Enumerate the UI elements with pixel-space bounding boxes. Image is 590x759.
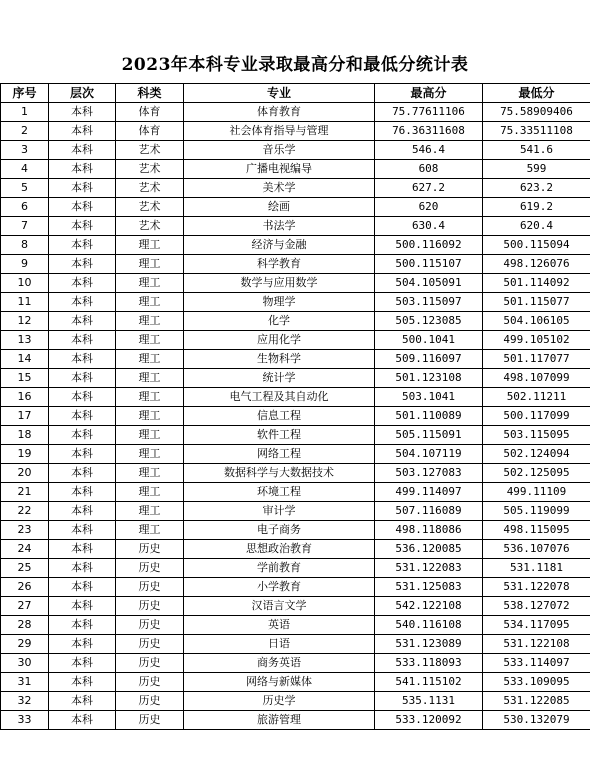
cell-min-score: 75.58909406	[483, 103, 590, 122]
cell-level: 本科	[49, 198, 116, 217]
cell-max-score: 608	[375, 160, 483, 179]
table-row	[1, 217, 590, 236]
cell-min-score: 620.4	[483, 217, 590, 236]
cell-category: 理工	[116, 255, 184, 274]
cell-min-score: 531.1181	[483, 559, 590, 578]
cell-max-score: 540.116108	[375, 616, 483, 635]
page-title: 2023年本科专业录取最高分和最低分统计表	[121, 55, 469, 75]
cell-category: 艺术	[116, 160, 184, 179]
cell-seq: 31	[1, 673, 49, 692]
cell-major: 环境工程	[184, 483, 375, 502]
cell-seq: 19	[1, 445, 49, 464]
cell-major: 审计学	[184, 502, 375, 521]
cell-major: 统计学	[184, 369, 375, 388]
cell-seq: 15	[1, 369, 49, 388]
cell-level: 本科	[49, 445, 116, 464]
table-row	[1, 635, 590, 654]
cell-level: 本科	[49, 103, 116, 122]
table-row	[1, 540, 590, 559]
cell-level: 本科	[49, 407, 116, 426]
cell-seq: 10	[1, 274, 49, 293]
cell-major: 音乐学	[184, 141, 375, 160]
cell-seq: 25	[1, 559, 49, 578]
cell-category: 艺术	[116, 198, 184, 217]
table-row	[1, 692, 590, 711]
score-table	[0, 83, 590, 730]
cell-max-score: 500.1041	[375, 331, 483, 350]
cell-level: 本科	[49, 559, 116, 578]
table-row	[1, 236, 590, 255]
cell-max-score: 503.115097	[375, 293, 483, 312]
cell-min-score: 75.33511108	[483, 122, 590, 141]
cell-seq: 30	[1, 654, 49, 673]
cell-major: 数据科学与大数据技术	[184, 464, 375, 483]
table-row	[1, 407, 590, 426]
cell-min-score: 534.117095	[483, 616, 590, 635]
header-major: 专业	[184, 84, 375, 103]
table-row	[1, 369, 590, 388]
cell-seq: 18	[1, 426, 49, 445]
cell-major: 生物科学	[184, 350, 375, 369]
cell-max-score: 503.1041	[375, 388, 483, 407]
cell-seq: 13	[1, 331, 49, 350]
cell-level: 本科	[49, 426, 116, 445]
cell-category: 艺术	[116, 141, 184, 160]
table-header-row	[1, 84, 590, 103]
cell-seq: 17	[1, 407, 49, 426]
cell-category: 理工	[116, 369, 184, 388]
cell-major: 物理学	[184, 293, 375, 312]
cell-level: 本科	[49, 711, 116, 730]
cell-min-score: 502.11211	[483, 388, 590, 407]
cell-major: 日语	[184, 635, 375, 654]
cell-seq: 11	[1, 293, 49, 312]
cell-level: 本科	[49, 179, 116, 198]
cell-level: 本科	[49, 122, 116, 141]
cell-seq: 12	[1, 312, 49, 331]
table-row	[1, 388, 590, 407]
cell-level: 本科	[49, 616, 116, 635]
table-row	[1, 616, 590, 635]
cell-max-score: 507.116089	[375, 502, 483, 521]
cell-max-score: 627.2	[375, 179, 483, 198]
table-row	[1, 331, 590, 350]
table-row	[1, 122, 590, 141]
cell-seq: 16	[1, 388, 49, 407]
cell-category: 历史	[116, 597, 184, 616]
table-row	[1, 293, 590, 312]
cell-level: 本科	[49, 350, 116, 369]
cell-category: 理工	[116, 236, 184, 255]
table-row	[1, 521, 590, 540]
cell-major: 英语	[184, 616, 375, 635]
cell-major: 绘画	[184, 198, 375, 217]
cell-category: 历史	[116, 654, 184, 673]
cell-max-score: 500.116092	[375, 236, 483, 255]
cell-seq: 5	[1, 179, 49, 198]
cell-category: 理工	[116, 274, 184, 293]
cell-seq: 24	[1, 540, 49, 559]
cell-category: 理工	[116, 312, 184, 331]
cell-seq: 4	[1, 160, 49, 179]
table-row	[1, 141, 590, 160]
cell-major: 学前教育	[184, 559, 375, 578]
cell-category: 理工	[116, 521, 184, 540]
cell-category: 历史	[116, 635, 184, 654]
cell-seq: 26	[1, 578, 49, 597]
cell-seq: 27	[1, 597, 49, 616]
cell-max-score: 503.127083	[375, 464, 483, 483]
cell-min-score: 502.124094	[483, 445, 590, 464]
cell-level: 本科	[49, 293, 116, 312]
cell-major: 网络工程	[184, 445, 375, 464]
table-row	[1, 502, 590, 521]
cell-max-score: 504.105091	[375, 274, 483, 293]
cell-level: 本科	[49, 274, 116, 293]
cell-category: 理工	[116, 388, 184, 407]
cell-major: 数学与应用数学	[184, 274, 375, 293]
cell-major: 信息工程	[184, 407, 375, 426]
cell-max-score: 498.118086	[375, 521, 483, 540]
table-row	[1, 160, 590, 179]
cell-min-score: 498.126076	[483, 255, 590, 274]
table-row	[1, 350, 590, 369]
cell-seq: 9	[1, 255, 49, 274]
cell-seq: 28	[1, 616, 49, 635]
cell-level: 本科	[49, 521, 116, 540]
cell-level: 本科	[49, 255, 116, 274]
table-row	[1, 103, 590, 122]
cell-major: 书法学	[184, 217, 375, 236]
cell-seq: 29	[1, 635, 49, 654]
cell-min-score: 531.122108	[483, 635, 590, 654]
cell-major: 化学	[184, 312, 375, 331]
cell-major: 社会体育指导与管理	[184, 122, 375, 141]
cell-min-score: 501.117077	[483, 350, 590, 369]
cell-level: 本科	[49, 502, 116, 521]
cell-level: 本科	[49, 692, 116, 711]
cell-major: 广播电视编导	[184, 160, 375, 179]
cell-level: 本科	[49, 217, 116, 236]
cell-major: 小学教育	[184, 578, 375, 597]
cell-max-score: 75.77611106	[375, 103, 483, 122]
cell-category: 理工	[116, 483, 184, 502]
table-row	[1, 483, 590, 502]
cell-min-score: 503.115095	[483, 426, 590, 445]
cell-min-score: 501.114092	[483, 274, 590, 293]
cell-min-score: 500.117099	[483, 407, 590, 426]
cell-category: 历史	[116, 540, 184, 559]
header-category: 科类	[116, 84, 184, 103]
cell-seq: 23	[1, 521, 49, 540]
cell-major: 思想政治教育	[184, 540, 375, 559]
cell-category: 理工	[116, 426, 184, 445]
cell-major: 经济与金融	[184, 236, 375, 255]
cell-min-score: 499.11109	[483, 483, 590, 502]
cell-max-score: 531.125083	[375, 578, 483, 597]
cell-max-score: 499.114097	[375, 483, 483, 502]
cell-min-score: 623.2	[483, 179, 590, 198]
cell-min-score: 531.122085	[483, 692, 590, 711]
table-row	[1, 673, 590, 692]
cell-level: 本科	[49, 654, 116, 673]
cell-category: 理工	[116, 502, 184, 521]
cell-major: 软件工程	[184, 426, 375, 445]
cell-max-score: 505.123085	[375, 312, 483, 331]
cell-category: 历史	[116, 616, 184, 635]
table-row	[1, 426, 590, 445]
header-min-score: 最低分	[483, 84, 590, 103]
table-row	[1, 255, 590, 274]
table-row	[1, 274, 590, 293]
cell-category: 历史	[116, 673, 184, 692]
cell-seq: 7	[1, 217, 49, 236]
cell-category: 体育	[116, 122, 184, 141]
cell-level: 本科	[49, 388, 116, 407]
cell-category: 历史	[116, 692, 184, 711]
cell-level: 本科	[49, 369, 116, 388]
table-row	[1, 445, 590, 464]
cell-max-score: 536.120085	[375, 540, 483, 559]
cell-min-score: 505.119099	[483, 502, 590, 521]
cell-seq: 2	[1, 122, 49, 141]
cell-level: 本科	[49, 597, 116, 616]
cell-seq: 1	[1, 103, 49, 122]
cell-max-score: 620	[375, 198, 483, 217]
table-row	[1, 312, 590, 331]
cell-seq: 33	[1, 711, 49, 730]
cell-level: 本科	[49, 141, 116, 160]
cell-category: 理工	[116, 445, 184, 464]
table-row	[1, 464, 590, 483]
cell-major: 体育教育	[184, 103, 375, 122]
cell-seq: 14	[1, 350, 49, 369]
cell-category: 历史	[116, 711, 184, 730]
cell-min-score: 500.115094	[483, 236, 590, 255]
cell-min-score: 536.107076	[483, 540, 590, 559]
cell-max-score: 501.110089	[375, 407, 483, 426]
cell-max-score: 542.122108	[375, 597, 483, 616]
cell-max-score: 533.118093	[375, 654, 483, 673]
cell-seq: 22	[1, 502, 49, 521]
cell-max-score: 546.4	[375, 141, 483, 160]
cell-level: 本科	[49, 312, 116, 331]
cell-major: 汉语言文学	[184, 597, 375, 616]
cell-min-score: 619.2	[483, 198, 590, 217]
cell-category: 理工	[116, 293, 184, 312]
header-seq: 序号	[1, 84, 49, 103]
cell-seq: 3	[1, 141, 49, 160]
cell-min-score: 599	[483, 160, 590, 179]
cell-max-score: 76.36311608	[375, 122, 483, 141]
table-row	[1, 597, 590, 616]
cell-max-score: 501.123108	[375, 369, 483, 388]
cell-seq: 6	[1, 198, 49, 217]
cell-major: 美术学	[184, 179, 375, 198]
table-row	[1, 198, 590, 217]
cell-category: 理工	[116, 407, 184, 426]
cell-max-score: 541.115102	[375, 673, 483, 692]
table-row	[1, 711, 590, 730]
cell-seq: 21	[1, 483, 49, 502]
cell-major: 网络与新媒体	[184, 673, 375, 692]
table-row	[1, 179, 590, 198]
cell-min-score: 502.125095	[483, 464, 590, 483]
cell-min-score: 504.106105	[483, 312, 590, 331]
cell-max-score: 531.122083	[375, 559, 483, 578]
cell-max-score: 505.115091	[375, 426, 483, 445]
cell-level: 本科	[49, 673, 116, 692]
cell-min-score: 533.114097	[483, 654, 590, 673]
cell-level: 本科	[49, 483, 116, 502]
cell-level: 本科	[49, 635, 116, 654]
cell-max-score: 630.4	[375, 217, 483, 236]
cell-major: 历史学	[184, 692, 375, 711]
cell-level: 本科	[49, 160, 116, 179]
cell-min-score: 531.122078	[483, 578, 590, 597]
cell-major: 应用化学	[184, 331, 375, 350]
table-row	[1, 578, 590, 597]
cell-major: 商务英语	[184, 654, 375, 673]
cell-max-score: 504.107119	[375, 445, 483, 464]
cell-max-score: 509.116097	[375, 350, 483, 369]
header-level: 层次	[49, 84, 116, 103]
cell-min-score: 501.115077	[483, 293, 590, 312]
cell-category: 理工	[116, 464, 184, 483]
cell-min-score: 498.115095	[483, 521, 590, 540]
cell-category: 理工	[116, 350, 184, 369]
cell-max-score: 535.1131	[375, 692, 483, 711]
cell-max-score: 533.120092	[375, 711, 483, 730]
cell-level: 本科	[49, 540, 116, 559]
cell-seq: 20	[1, 464, 49, 483]
cell-category: 体育	[116, 103, 184, 122]
cell-min-score: 530.132079	[483, 711, 590, 730]
cell-category: 艺术	[116, 217, 184, 236]
cell-min-score: 499.105102	[483, 331, 590, 350]
cell-min-score: 533.109095	[483, 673, 590, 692]
cell-major: 旅游管理	[184, 711, 375, 730]
cell-level: 本科	[49, 578, 116, 597]
cell-seq: 32	[1, 692, 49, 711]
cell-max-score: 531.123089	[375, 635, 483, 654]
cell-category: 艺术	[116, 179, 184, 198]
cell-major: 电气工程及其自动化	[184, 388, 375, 407]
cell-level: 本科	[49, 331, 116, 350]
cell-min-score: 498.107099	[483, 369, 590, 388]
cell-category: 历史	[116, 578, 184, 597]
cell-seq: 8	[1, 236, 49, 255]
header-max-score: 最高分	[375, 84, 483, 103]
table-row	[1, 559, 590, 578]
cell-category: 理工	[116, 331, 184, 350]
cell-major: 电子商务	[184, 521, 375, 540]
cell-min-score: 541.6	[483, 141, 590, 160]
cell-level: 本科	[49, 464, 116, 483]
cell-max-score: 500.115107	[375, 255, 483, 274]
cell-category: 历史	[116, 559, 184, 578]
cell-major: 科学教育	[184, 255, 375, 274]
cell-level: 本科	[49, 236, 116, 255]
table-row	[1, 654, 590, 673]
cell-min-score: 538.127072	[483, 597, 590, 616]
